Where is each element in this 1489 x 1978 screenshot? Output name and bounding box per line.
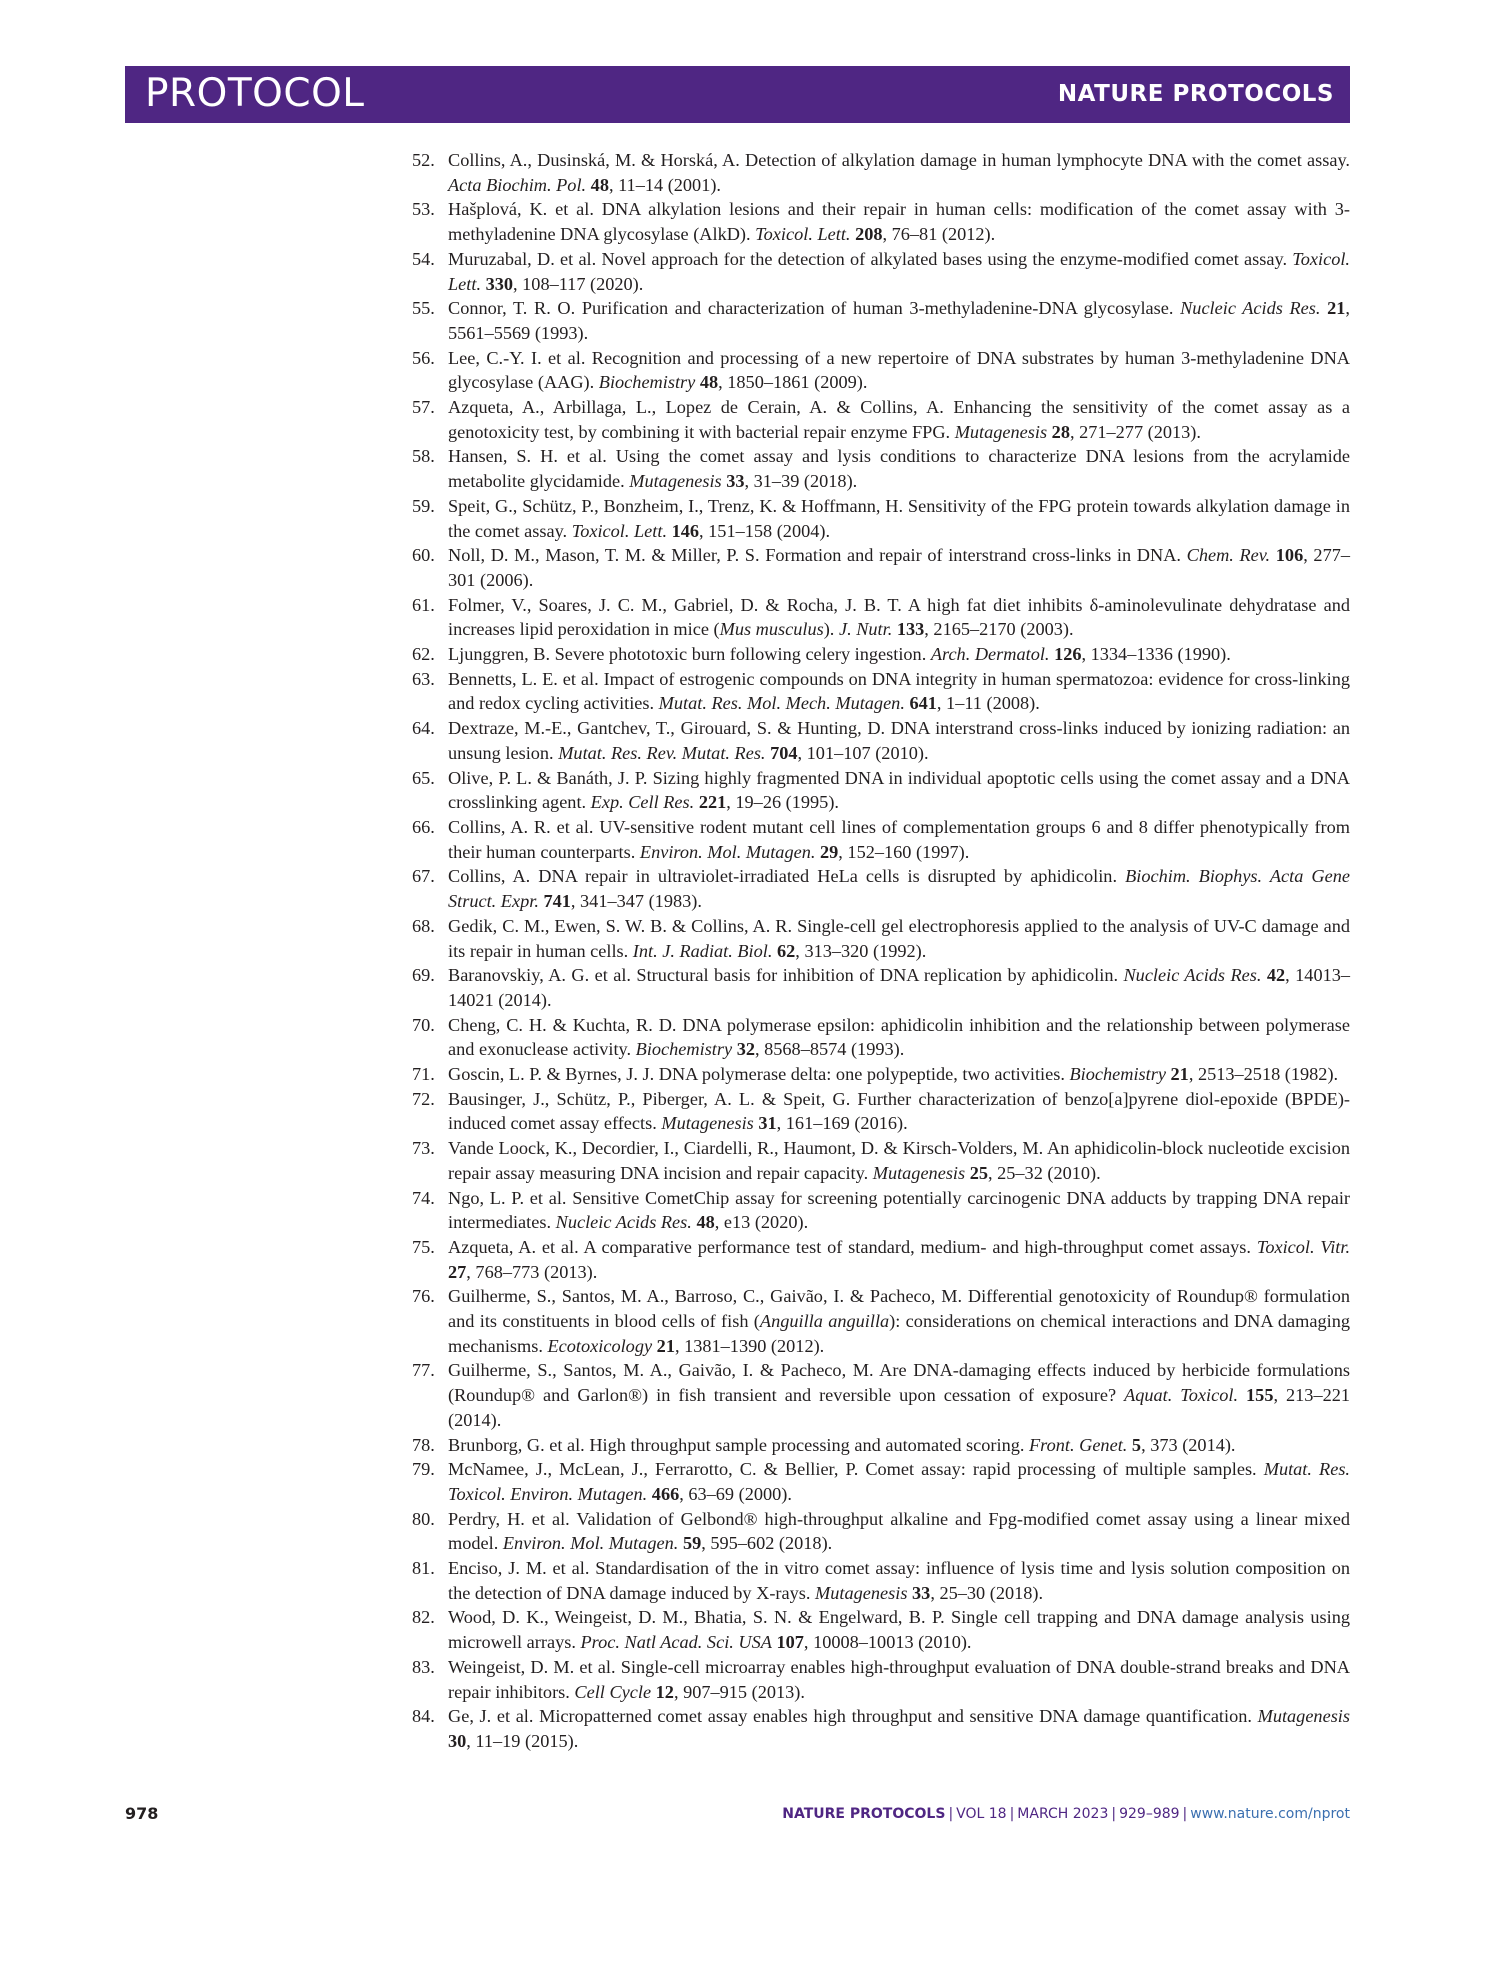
reference-volume: 62	[777, 940, 796, 961]
reference-item	[412, 1186, 1350, 1235]
reference-volume: 27	[448, 1261, 467, 1282]
reference-number: 81.	[412, 1558, 435, 1579]
reference-text	[448, 1657, 1350, 1702]
reference-journal: Mutagenesis	[815, 1582, 908, 1603]
reference-item	[412, 1013, 1350, 1062]
reference-number: 74.	[412, 1187, 435, 1208]
reference-item	[412, 395, 1350, 444]
reference-number: 64.	[412, 718, 435, 739]
reference-text	[448, 1188, 1350, 1233]
reference-segment: , 907–915 (2013).	[673, 1681, 805, 1702]
reference-volume: 32	[736, 1039, 755, 1060]
reference-volume: 25	[969, 1162, 988, 1183]
reference-volume: 48	[696, 1212, 715, 1233]
reference-journal: Chem. Rev.	[1186, 545, 1271, 566]
reference-volume: 126	[1054, 644, 1082, 665]
footer-separator: |	[1111, 1806, 1117, 1822]
reference-number: 55.	[412, 298, 435, 319]
reference-segment: Weingeist, D. M. et al. Single-cell microarray enables high-throughput evaluation of DNA double-strand breaks and DNA repair inhibitors.	[448, 1656, 1350, 1702]
reference-journal: Mutat. Res. Rev. Mutat. Res.	[558, 742, 766, 763]
reference-item	[412, 1284, 1350, 1358]
reference-volume: 330	[485, 273, 514, 294]
footer-volume: VOL 18	[956, 1806, 1007, 1822]
reference-journal: Acta Biochim. Pol.	[448, 174, 587, 195]
footer-journal: NATURE PROTOCOLS	[782, 1806, 946, 1822]
reference-journal: Biochim. Biophys. Acta Gene Struct. Expr.	[448, 866, 1350, 912]
header-bar	[125, 66, 1350, 123]
reference-segment	[1238, 1385, 1246, 1405]
reference-volume: 21	[656, 1335, 675, 1356]
reference-number: 59.	[412, 495, 435, 516]
reference-item	[412, 1235, 1350, 1284]
reference-text	[448, 1607, 1350, 1652]
footer-separator: |	[948, 1806, 954, 1822]
reference-segment: Connor, T. R. O. Purification and characterization of human 3-methyladenine-DNA glycosylase.	[448, 298, 1181, 319]
reference-item	[412, 1136, 1350, 1185]
reference-segment: , 31–39 (2018).	[744, 471, 858, 492]
reference-item	[412, 766, 1350, 815]
reference-number: 77.	[412, 1360, 435, 1381]
reference-text	[448, 1015, 1350, 1060]
reference-journal: Biochemistry	[1069, 1064, 1166, 1085]
reference-segment: Perdry, H. et al. Validation of Gelbond® high-throughput alkaline and Fpg-modified comet assay using a linear mixed model.	[448, 1508, 1350, 1554]
reference-number: 54.	[412, 248, 435, 269]
reference-segment: , 101–107 (2010).	[797, 742, 929, 763]
reference-number: 72.	[412, 1088, 435, 1109]
reference-item	[412, 1507, 1350, 1556]
reference-volume: 12	[655, 1681, 674, 1702]
reference-number: 83.	[412, 1656, 435, 1677]
reference-text	[448, 298, 1350, 343]
reference-item	[412, 667, 1350, 716]
reference-segment: , 1–11 (2008).	[936, 693, 1040, 714]
reference-item	[412, 642, 1350, 667]
reference-item	[412, 1433, 1350, 1458]
reference-journal: Environ. Mol. Mutagen.	[502, 1533, 679, 1554]
reference-journal: Mutagenesis	[1257, 1706, 1350, 1727]
reference-item	[412, 543, 1350, 592]
reference-number: 78.	[412, 1434, 435, 1455]
reference-journal: Biochemistry	[635, 1039, 733, 1060]
reference-number: 70.	[412, 1014, 435, 1035]
reference-text	[448, 1237, 1350, 1282]
reference-segment: , 277–301 (2006).	[448, 545, 1350, 590]
reference-segment: Folmer, V., Soares, J. C. M., Gabriel, D. & Rocha, J. B. T. A high fat diet inhibits δ-aminolevulinate dehydratase and increases lipid peroxidation in mice (	[448, 594, 1350, 640]
reference-journal: Front. Genet.	[1029, 1434, 1128, 1455]
reference-item	[412, 1605, 1350, 1654]
footer-date: MARCH 2023	[1017, 1806, 1109, 1822]
reference-journal: Mutat. Res. Toxicol. Environ. Mutagen.	[448, 1459, 1351, 1504]
reference-segment: Ljunggren, B. Severe phototoxic burn following celery ingestion.	[448, 644, 931, 665]
reference-segment: , 341–347 (1983).	[570, 891, 702, 912]
reference-segment: Vande Loock, K., Decordier, I., Ciardelli, R., Haumont, D. & Kirsch-Volders, M. An aphidicolin-block nucleotide excision repair assay measuring DNA incision and repair capacity.	[448, 1138, 1350, 1183]
reference-item	[412, 1655, 1350, 1704]
reference-item	[412, 346, 1350, 395]
reference-item	[412, 963, 1350, 1012]
reference-number: 71.	[412, 1064, 435, 1085]
reference-segment: Dextraze, M.-E., Gantchev, T., Girouard, S. & Hunting, D. DNA interstrand cross-links induced by ionizing radiation: an unsung lesion.	[448, 718, 1350, 763]
reference-number: 69.	[412, 965, 435, 986]
reference-segment: Enciso, J. M. et al. Standardisation of the in vitro comet assay: influence of lysis time and lysis solution composition on the detection of DNA damage induced by X-rays.	[448, 1558, 1350, 1603]
footer-pages: 929–989	[1119, 1806, 1180, 1822]
reference-number: 79.	[412, 1459, 435, 1480]
reference-number: 53.	[412, 199, 435, 220]
reference-segment: , 63–69 (2000).	[679, 1483, 792, 1504]
reference-text	[448, 199, 1350, 244]
reference-segment: , 1850–1861 (2009).	[718, 372, 868, 393]
reference-text	[448, 866, 1350, 911]
reference-number: 62.	[412, 644, 435, 665]
reference-segment: , 10008–10013 (2010).	[803, 1632, 972, 1653]
reference-journal: Mutagenesis	[954, 421, 1048, 442]
reference-volume: 29	[820, 841, 839, 862]
reference-number: 65.	[412, 767, 435, 788]
reference-segment: McNamee, J., McLean, J., Ferrarotto, C. & Bellier, P. Comet assay: rapid processing of multiple samples.	[448, 1459, 1264, 1480]
footer-url-link[interactable]: www.nature.com/nprot	[1190, 1806, 1350, 1822]
reference-segment: , 11–19 (2015).	[466, 1731, 579, 1751]
reference-segment: Wood, D. K., Weingeist, D. M., Bhatia, S. N. & Engelward, B. P. Single cell trapping and DNA damage analysis using microwell arrays.	[448, 1607, 1350, 1653]
reference-journal: Aquat. Toxicol.	[1124, 1385, 1239, 1406]
page-number: 978	[125, 1804, 159, 1823]
reference-text	[448, 150, 1350, 195]
reference-number: 58.	[412, 446, 435, 467]
reference-volume: 221	[698, 792, 727, 813]
reference-text	[448, 1509, 1350, 1554]
reference-journal: Int. J. Radiat. Biol.	[632, 940, 773, 961]
reference-volume: 133	[896, 619, 925, 640]
reference-segment: , 25–30 (2018).	[930, 1582, 1044, 1603]
reference-segment: , 14013–14021 (2014).	[448, 965, 1351, 1010]
reference-item	[412, 1704, 1350, 1753]
reference-segment: ).	[823, 619, 839, 640]
reference-text	[448, 1064, 1338, 1084]
reference-segment: , 108–117 (2020).	[513, 273, 644, 294]
reference-text	[448, 965, 1350, 1010]
reference-segment: , 2165–2170 (2003).	[924, 619, 1074, 640]
reference-segment: ): considerations on chemical interactions and DNA damaging mechanisms.	[448, 1311, 1350, 1356]
reference-volume: 33	[912, 1582, 931, 1603]
reference-item	[412, 716, 1350, 765]
reference-segment: Bausinger, J., Schütz, P., Piberger, A. L. & Speit, G. Further characterization of benzo[a]pyrene diol-epoxide (BPDE)-induced comet assay effects.	[448, 1088, 1350, 1134]
reference-text	[448, 644, 1231, 664]
reference-number: 57.	[412, 397, 435, 418]
reference-journal: Mus musculus	[719, 619, 824, 640]
reference-volume: 466	[651, 1483, 680, 1504]
reference-segment: , 313–320 (1992).	[795, 940, 927, 961]
reference-segment: Azqueta, A., Arbillaga, L., Lopez de Cerain, A. & Collins, A. Enhancing the sensitivity of the comet assay as a genotoxicity test, by combining it with bacterial repair enzyme FPG.	[448, 397, 1350, 442]
footer-citation	[782, 1806, 1350, 1822]
reference-number: 52.	[412, 150, 435, 170]
reference-text	[448, 1435, 1236, 1455]
reference-segment: Olive, P. L. & Banáth, J. P. Sizing highly fragmented DNA in individual apoptotic cells using the comet assay and a DNA crosslinking agent.	[448, 767, 1350, 813]
reference-segment: Collins, A., Dusinská, M. & Horská, A. Detection of alkylation damage in human lymphocyte DNA with the comet assay.	[448, 150, 1350, 170]
reference-segment: , 1381–1390 (2012).	[674, 1335, 825, 1356]
reference-number: 60.	[412, 545, 435, 566]
reference-volume: 106	[1275, 545, 1304, 566]
reference-journal: Anguilla anguilla	[759, 1311, 890, 1332]
reference-item	[412, 444, 1350, 493]
reference-number: 67.	[412, 866, 435, 887]
reference-segment: Ngo, L. P. et al. Sensitive CometChip assay for screening potentially carcinogenic DNA adducts by trapping DNA repair intermediates.	[448, 1187, 1350, 1233]
reference-segment: , 152–160 (1997).	[838, 841, 970, 862]
reference-journal: Nucleic Acids Res.	[1123, 965, 1262, 986]
reference-volume: 146	[671, 520, 700, 541]
reference-text	[448, 1286, 1350, 1355]
reference-segment: Speit, G., Schütz, P., Bonzheim, I., Trenz, K. & Hoffmann, H. Sensitivity of the FPG protein towards alkylation damage in the comet assay.	[448, 495, 1350, 541]
reference-text	[448, 1089, 1350, 1134]
reference-text	[448, 545, 1350, 590]
reference-journal: Mutat. Res. Mol. Mech. Mutagen.	[658, 693, 905, 714]
reference-text	[448, 768, 1350, 813]
reference-number: 76.	[412, 1286, 435, 1307]
reference-number: 73.	[412, 1138, 435, 1159]
reference-item	[412, 1457, 1350, 1506]
reference-segment: Collins, A. R. et al. UV-sensitive rodent mutant cell lines of complementation groups 6 and 8 differ phenotypically from their human counterparts.	[448, 816, 1350, 862]
reference-segment: , 8568–8574 (1993).	[754, 1039, 905, 1060]
reference-volume: 641	[909, 693, 937, 714]
reference-segment: , 595–602 (2018).	[701, 1533, 833, 1554]
reference-volume: 48	[590, 174, 609, 195]
reference-text	[448, 1558, 1350, 1603]
reference-segment: Azqueta, A. et al. A comparative performance test of standard, medium- and high-throughput comet assays.	[448, 1236, 1257, 1257]
reference-item	[412, 197, 1350, 246]
reference-volume: 30	[448, 1731, 467, 1751]
reference-segment: , 5561–5569 (1993).	[448, 298, 1350, 343]
reference-segment: , 25–32 (2010).	[987, 1162, 1101, 1183]
reference-segment: Brunborg, G. et al. High throughput sample processing and automated scoring.	[448, 1434, 1030, 1455]
reference-segment: Lee, C.-Y. I. et al. Recognition and processing of a new repertoire of DNA substrates by human 3-methyladenine DNA glycosylase (AAG).	[448, 347, 1350, 393]
reference-segment: Hansen, S. H. et al. Using the comet assay and lysis conditions to characterize DNA lesions from the acrylamide metabolite glycidamide.	[448, 446, 1350, 492]
reference-item	[412, 1556, 1350, 1605]
reference-segment: Muruzabal, D. et al. Novel approach for the detection of alkylated bases using the enzyme-modified comet assay.	[448, 248, 1293, 269]
reference-number: 80.	[412, 1508, 435, 1529]
reference-journal: Proc. Natl Acad. Sci. USA	[580, 1632, 772, 1653]
reference-item	[412, 296, 1350, 345]
reference-journal: Toxicol. Lett.	[571, 520, 668, 541]
reference-segment: , e13 (2020).	[714, 1212, 809, 1233]
reference-list	[412, 148, 1350, 1754]
reference-segment: Goscin, L. P. & Byrnes, J. J. DNA polymerase delta: one polypeptide, two activities.	[448, 1064, 1070, 1085]
reference-journal: Toxicol. Lett.	[448, 248, 1350, 294]
reference-journal: Environ. Mol. Mutagen.	[639, 841, 816, 862]
reference-segment: Cheng, C. H. & Kuchta, R. D. DNA polymerase epsilon: aphidicolin inhibition and the relationship between polymerase and exonuclease activity.	[448, 1014, 1350, 1060]
reference-segment: Guilherme, S., Santos, M. A., Barroso, C., Gaivão, I. & Pacheco, M. Differential genotoxicity of Roundup® formulation and its constituents in blood cells of fish (	[448, 1286, 1350, 1332]
reference-item	[412, 494, 1350, 543]
reference-text	[448, 1459, 1350, 1504]
reference-text	[448, 249, 1350, 294]
reference-segment: , 2513–2518 (1982).	[1188, 1064, 1339, 1085]
reference-number: 68.	[412, 915, 435, 936]
footer-separator: |	[1009, 1806, 1015, 1822]
reference-journal: J. Nutr.	[838, 619, 893, 640]
reference-journal: Mutagenesis	[872, 1162, 966, 1183]
reference-volume: 5	[1131, 1434, 1142, 1455]
reference-item	[412, 1087, 1350, 1136]
journal-name: NATURE PROTOCOLS	[1057, 81, 1334, 107]
reference-journal: Arch. Dermatol.	[930, 644, 1050, 665]
reference-volume: 155	[1246, 1385, 1274, 1406]
reference-journal: Exp. Cell Res.	[590, 792, 695, 813]
reference-text	[448, 718, 1350, 763]
reference-segment: , 373 (2014).	[1141, 1434, 1236, 1455]
reference-item	[412, 815, 1350, 864]
reference-text	[448, 1360, 1350, 1429]
reference-volume: 28	[1051, 421, 1070, 442]
reference-journal: Mutagenesis	[661, 1113, 754, 1134]
reference-segment: Gedik, C. M., Ewen, S. W. B. & Collins, A. R. Single-cell gel electrophoresis applied to the analysis of UV-C damage and its repair in human cells.	[448, 915, 1350, 961]
reference-text	[448, 397, 1350, 442]
section-label: PROTOCOL	[145, 71, 365, 116]
reference-segment: , 19–26 (1995).	[726, 792, 839, 813]
reference-segment: , 151–158 (2004).	[699, 520, 831, 541]
reference-segment: Bennetts, L. E. et al. Impact of estrogenic compounds on DNA integrity in human spermatozoa: evidence for cross-linking and redox cycling activities.	[448, 668, 1350, 714]
reference-number: 84.	[412, 1706, 435, 1727]
reference-item	[412, 864, 1350, 913]
reference-journal: Biochemistry	[598, 372, 696, 393]
reference-journal: Mutagenesis	[629, 471, 722, 492]
reference-segment: Ge, J. et al. Micropatterned comet assay enables high throughput and sensitive DNA damage quantification.	[448, 1706, 1258, 1727]
reference-volume: 48	[699, 372, 719, 393]
reference-segment: , 768–773 (2013).	[466, 1261, 598, 1282]
reference-volume: 107	[776, 1632, 804, 1653]
reference-number: 63.	[412, 668, 435, 689]
reference-journal: Cell Cycle	[574, 1681, 652, 1702]
reference-volume: 33	[726, 471, 745, 492]
reference-text	[448, 1138, 1350, 1183]
reference-journal: Toxicol. Lett.	[755, 224, 851, 245]
reference-item	[412, 914, 1350, 963]
reference-item	[412, 148, 1350, 197]
reference-item	[412, 593, 1350, 642]
reference-volume: 59	[682, 1533, 702, 1554]
reference-text	[448, 595, 1350, 640]
reference-number: 61.	[412, 594, 435, 615]
reference-segment: , 271–277 (2013).	[1069, 421, 1201, 442]
reference-volume: 31	[758, 1113, 777, 1134]
reference-segment: Baranovskiy, A. G. et al. Structural basis for inhibition of DNA replication by aphidicolin.	[448, 965, 1124, 986]
reference-volume: 741	[543, 891, 571, 912]
reference-segment: , 161–169 (2016).	[776, 1113, 908, 1134]
reference-number: 82.	[412, 1607, 435, 1628]
reference-segment: Hašplová, K. et al. DNA alkylation lesions and their repair in human cells: modification of the comet assay with 3-methyladenine DNA glycosylase (AlkD).	[448, 199, 1350, 245]
footer-separator: |	[1182, 1806, 1188, 1822]
reference-text	[448, 817, 1350, 862]
reference-segment: , 213–221 (2014).	[448, 1385, 1351, 1430]
reference-segment: Guilherme, S., Santos, M. A., Gaivão, I. & Pacheco, M. Are DNA-damaging effects induced by herbicide formulations (Roundup® and Garlon®) in fish transient and reversible upon cessation of exposure?	[448, 1360, 1350, 1406]
reference-number: 75.	[412, 1236, 435, 1257]
reference-text	[448, 496, 1350, 541]
reference-segment: Collins, A. DNA repair in ultraviolet-irradiated HeLa cells is disrupted by aphidicolin.	[448, 866, 1126, 887]
reference-volume: 704	[770, 742, 798, 763]
reference-text	[448, 446, 1350, 491]
reference-journal: Nucleic Acids Res.	[555, 1212, 692, 1233]
reference-text	[448, 916, 1350, 961]
reference-item	[412, 1062, 1350, 1087]
reference-segment: Noll, D. M., Mason, T. M. & Miller, P. S. Formation and repair of interstrand cross-links in DNA.	[448, 545, 1187, 566]
reference-segment: , 76–81 (2012).	[882, 224, 996, 245]
reference-volume: 208	[855, 224, 883, 245]
reference-volume: 21	[1170, 1064, 1189, 1085]
reference-number: 66.	[412, 816, 435, 837]
reference-item	[412, 1358, 1350, 1432]
reference-text	[448, 348, 1350, 393]
reference-text	[448, 669, 1350, 714]
reference-journal: Ecotoxicology	[547, 1335, 653, 1356]
reference-volume: 21	[1327, 298, 1346, 319]
reference-volume: 42	[1266, 965, 1286, 986]
reference-journal: Nucleic Acids Res.	[1180, 298, 1321, 319]
reference-number: 56.	[412, 347, 435, 368]
reference-journal: Toxicol. Vitr.	[1256, 1236, 1351, 1257]
reference-segment: , 11–14 (2001).	[608, 174, 721, 195]
reference-segment: , 1334–1336 (1990).	[1081, 644, 1231, 665]
reference-item	[412, 247, 1350, 296]
reference-text	[448, 1706, 1350, 1751]
